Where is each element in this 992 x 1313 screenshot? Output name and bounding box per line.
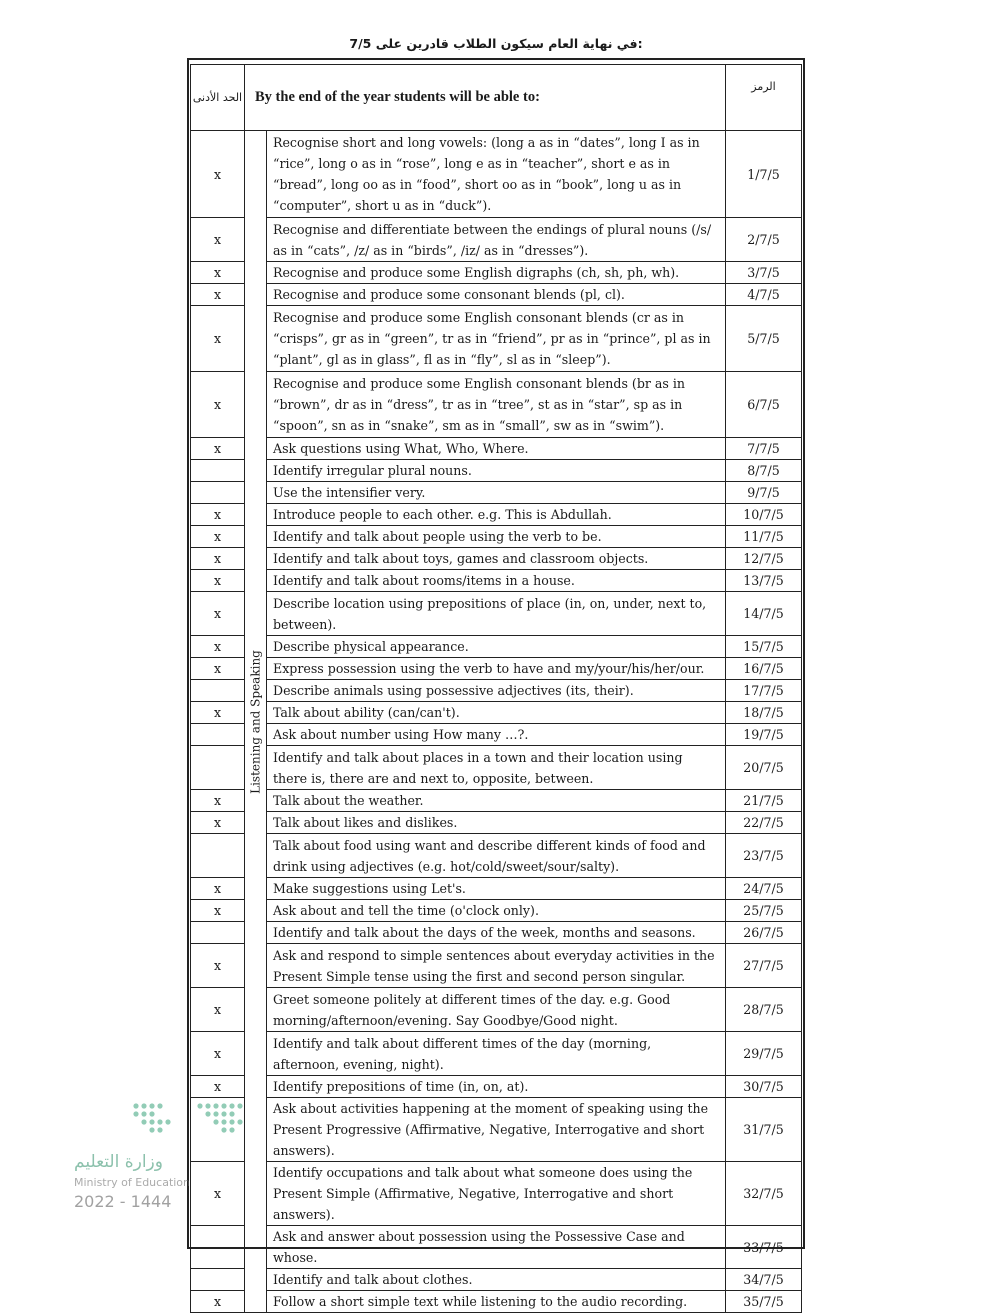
skill-area-label: Listening and Speaking (248, 649, 262, 794)
outcome-text: Describe animals using possessive adjectives (its, their). (267, 680, 726, 702)
min-level-mark: x (191, 878, 245, 900)
table-row (191, 460, 802, 482)
table-row (191, 812, 802, 834)
min-level-mark: x (191, 262, 245, 284)
table-row (191, 680, 802, 702)
outcome-text: Talk about likes and dislikes. (267, 812, 726, 834)
table-row (191, 482, 802, 504)
table-row (191, 1269, 802, 1291)
table-row (191, 922, 802, 944)
min-level-header: الحد الأدنى (191, 65, 245, 131)
min-level-mark: x (191, 284, 245, 306)
min-level-mark (191, 1269, 245, 1291)
outcome-code: 2/7/5 (726, 218, 802, 262)
table-row (191, 1032, 802, 1076)
min-level-mark: x (191, 526, 245, 548)
table-row (191, 284, 802, 306)
min-level-mark: x (191, 1162, 245, 1226)
ministry-arabic-name: وزارة التعليم (74, 1152, 163, 1172)
outcome-text: Identify and talk about different times of the day (morning, afternoon, evening, night). (267, 1032, 726, 1076)
table-header-row (191, 65, 802, 131)
min-level-mark (191, 724, 245, 746)
outcome-text: Ask questions using What, Who, Where. (267, 438, 726, 460)
table-row (191, 878, 802, 900)
outcome-code: 8/7/5 (726, 460, 802, 482)
outcome-code: 30/7/5 (726, 1076, 802, 1098)
outcome-code: 19/7/5 (726, 724, 802, 746)
min-level-mark: x (191, 548, 245, 570)
table-row (191, 724, 802, 746)
outcome-code: 27/7/5 (726, 944, 802, 988)
outcome-text: Ask and respond to simple sentences about everyday activities in the Present Simple tense using the first and second person singular. (267, 944, 726, 988)
table-row (191, 790, 802, 812)
min-level-mark (191, 680, 245, 702)
table-row (191, 746, 802, 790)
outcome-text: Recognise and produce some English digraphs (ch, sh, ph, wh). (267, 262, 726, 284)
min-level-mark: x (191, 570, 245, 592)
outcome-text: Ask and answer about possession using the Possessive Case and whose. (267, 1226, 726, 1269)
min-level-mark: x (191, 900, 245, 922)
outcome-text: Identify occupations and talk about what someone does using the Present Simple (Affirmative, Negative, Interrogative and short answers). (267, 1162, 726, 1226)
min-level-mark: x (191, 790, 245, 812)
outcome-code: 24/7/5 (726, 878, 802, 900)
outcome-code: 32/7/5 (726, 1162, 802, 1226)
outcome-code: 31/7/5 (726, 1098, 802, 1162)
ministry-years: 2022 - 1444 (74, 1192, 172, 1211)
outcome-text: Identify prepositions of time (in, on, at). (267, 1076, 726, 1098)
outcome-text: Identify and talk about toys, games and classroom objects. (267, 548, 726, 570)
min-level-mark: x (191, 944, 245, 988)
outcome-code: 12/7/5 (726, 548, 802, 570)
outcome-code: 20/7/5 (726, 746, 802, 790)
outcome-text: Recognise and produce some English consonant blends (cr as in “crisps”, gr as in “green”, tr as in “friend”, pr as in “prince”, pl as in “plant”, gl as in glass”, fl as in “fly”, sl as in “sleep”). (267, 306, 726, 372)
min-level-mark (191, 746, 245, 790)
outcome-text: Describe location using prepositions of place (in, on, under, next to, between). (267, 592, 726, 636)
outcome-code: 34/7/5 (726, 1269, 802, 1291)
outcome-code: 13/7/5 (726, 570, 802, 592)
outcome-code: 15/7/5 (726, 636, 802, 658)
table-row (191, 131, 802, 218)
table-row (191, 1226, 802, 1269)
outcome-code: 16/7/5 (726, 658, 802, 680)
outcome-code: 14/7/5 (726, 592, 802, 636)
outcome-code: 11/7/5 (726, 526, 802, 548)
outcome-text: Identify and talk about rooms/items in a house. (267, 570, 726, 592)
min-level-mark: x (191, 1291, 245, 1313)
outcome-text: Recognise short and long vowels: (long a as in “dates”, long I as in “rice”, long o as in “rose”, long e as in “teacher”, short e as in “bread”, long oo as in “food”, short oo as in “book”, long u as in “computer”, short u as in “duck”). (267, 131, 726, 218)
min-level-mark: x (191, 658, 245, 680)
outcome-code: 29/7/5 (726, 1032, 802, 1076)
outcome-code: 7/7/5 (726, 438, 802, 460)
table-row (191, 570, 802, 592)
min-level-mark: x (191, 131, 245, 218)
outcome-code: 5/7/5 (726, 306, 802, 372)
outcome-code: 4/7/5 (726, 284, 802, 306)
table-row (191, 636, 802, 658)
outcome-text: Recognise and differentiate between the endings of plural nouns (/s/ as in “cats”, /z/ as in “birds”, /iz/ as in “dresses”). (267, 218, 726, 262)
min-level-mark (191, 834, 245, 878)
min-level-mark: x (191, 504, 245, 526)
ministry-watermark (72, 1100, 252, 1220)
page-title: 7/5 في نهاية العام سيكون الطلاب قادرين على: (349, 36, 643, 51)
outcome-text: Identify and talk about places in a town and their location using there is, there are and next to, opposite, between. (267, 746, 726, 790)
outcome-text: Identify and talk about people using the verb to be. (267, 526, 726, 548)
table-row (191, 900, 802, 922)
outcome-code: 33/7/5 (726, 1226, 802, 1269)
min-level-mark (191, 482, 245, 504)
outcome-text: Introduce people to each other. e.g. This is Abdullah. (267, 504, 726, 526)
min-level-mark (191, 1226, 245, 1269)
ministry-english-name: Ministry of Education (74, 1176, 191, 1189)
min-level-mark: x (191, 702, 245, 724)
outcome-text: Describe physical appearance. (267, 636, 726, 658)
outcome-text: Identify and talk about clothes. (267, 1269, 726, 1291)
min-level-mark: x (191, 438, 245, 460)
table-row (191, 988, 802, 1032)
min-level-mark: x (191, 988, 245, 1032)
table-row (191, 944, 802, 988)
table-row (191, 658, 802, 680)
code-header: الرمز (726, 65, 802, 131)
outcome-code: 21/7/5 (726, 790, 802, 812)
outcome-text: Talk about food using want and describe different kinds of food and drink using adjectives (e.g. hot/cold/sweet/sour/salty). (267, 834, 726, 878)
table-row (191, 1291, 802, 1313)
outcome-text: Ask about and tell the time (o'clock only). (267, 900, 726, 922)
outcome-text: Identify and talk about the days of the week, months and seasons. (267, 922, 726, 944)
outcome-text: Identify irregular plural nouns. (267, 460, 726, 482)
statement-header: By the end of the year students will be able to: (245, 65, 726, 131)
table-row (191, 1098, 802, 1162)
min-level-mark: x (191, 218, 245, 262)
outcome-code: 6/7/5 (726, 372, 802, 438)
min-level-mark: x (191, 1032, 245, 1076)
min-level-mark: x (191, 1076, 245, 1098)
outcome-text: Ask about number using How many …?. (267, 724, 726, 746)
table-row (191, 306, 802, 372)
outcome-text: Use the intensifier very. (267, 482, 726, 504)
min-level-mark (191, 460, 245, 482)
min-level-mark: x (191, 636, 245, 658)
outcome-code: 23/7/5 (726, 834, 802, 878)
table-row (191, 372, 802, 438)
outcome-code: 17/7/5 (726, 680, 802, 702)
outcome-code: 10/7/5 (726, 504, 802, 526)
outcome-code: 35/7/5 (726, 1291, 802, 1313)
table-row (191, 702, 802, 724)
outcome-text: Recognise and produce some consonant blends (pl, cl). (267, 284, 726, 306)
table-row (191, 834, 802, 878)
outcome-text: Ask about activities happening at the moment of speaking using the Present Progressive (Affirmative, Negative, Interrogative and short answers). (267, 1098, 726, 1162)
table-row (191, 548, 802, 570)
table-row (191, 504, 802, 526)
outcome-code: 26/7/5 (726, 922, 802, 944)
min-level-mark: x (191, 306, 245, 372)
table-row (191, 438, 802, 460)
outcome-text: Follow a short simple text while listening to the audio recording. (267, 1291, 726, 1313)
table-row (191, 218, 802, 262)
outcome-text: Greet someone politely at different times of the day. e.g. Good morning/afternoon/evening. Say Goodbye/Good night. (267, 988, 726, 1032)
table-row (191, 592, 802, 636)
outcome-text: Express possession using the verb to have and my/your/his/her/our. (267, 658, 726, 680)
min-level-mark: x (191, 812, 245, 834)
outcome-text: Recognise and produce some English consonant blends (br as in “brown”, dr as in “dress”, tr as in “tree”, st as in “star”, sp as in “spoon”, sn as in “snake”, sm as in “small”, sw as in “swim”). (267, 372, 726, 438)
min-level-mark: x (191, 592, 245, 636)
outcome-code: 1/7/5 (726, 131, 802, 218)
table-row (191, 1162, 802, 1226)
outcome-code: 9/7/5 (726, 482, 802, 504)
min-level-mark: x (191, 372, 245, 438)
table-row (191, 1076, 802, 1098)
outcome-code: 28/7/5 (726, 988, 802, 1032)
outcome-code: 22/7/5 (726, 812, 802, 834)
min-level-mark (191, 922, 245, 944)
table-row (191, 526, 802, 548)
outcome-code: 3/7/5 (726, 262, 802, 284)
outcomes-table (190, 64, 802, 1313)
outcome-text: Talk about the weather. (267, 790, 726, 812)
outcome-code: 18/7/5 (726, 702, 802, 724)
outcome-code: 25/7/5 (726, 900, 802, 922)
outcome-text: Make suggestions using Let's. (267, 878, 726, 900)
ministry-logo-icon (72, 1100, 252, 1150)
table-row (191, 262, 802, 284)
outcome-text: Talk about ability (can/can't). (267, 702, 726, 724)
